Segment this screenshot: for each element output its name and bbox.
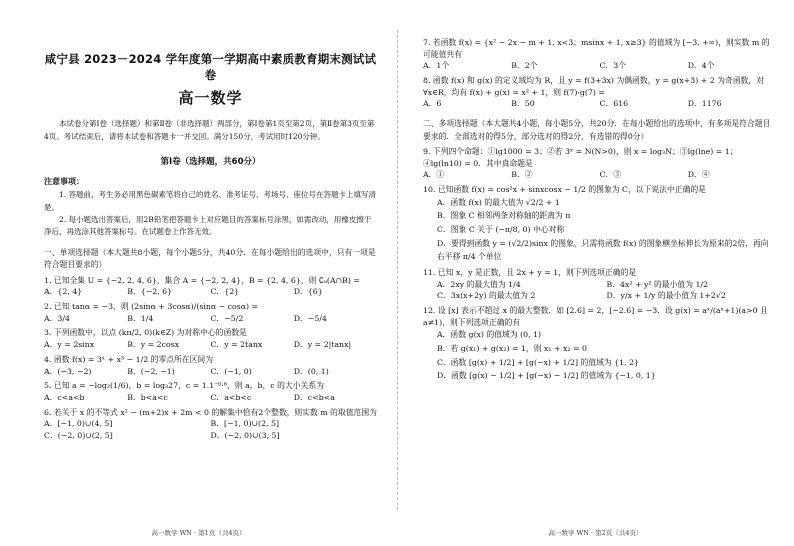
section2-heading: 二、多项选择题（本大题共4小题，每小题5分，共20分．在每小题给出的选项中，有多项是符合题目要求的．全部选对的得5分，部分选对的得2分，有选错的得0分） bbox=[423, 119, 771, 141]
option-c: C．图象 C 关于 (−π/8, 0) 中心对称 bbox=[437, 225, 565, 235]
option-b: B．{−2, 6} bbox=[127, 287, 173, 297]
option-a: A．函数 g(x) 的值域为 (0, 1) bbox=[437, 330, 542, 340]
section1-heading: 一、单项选择题（本大题共8小题，每个小题5分，共40分．在每小题给出的选项中，只有一项是符合题目要求的） bbox=[44, 247, 376, 270]
page-footer: 高一数学 WN · 第2页（共4页） bbox=[548, 529, 643, 538]
options-row bbox=[423, 169, 776, 181]
question-9 bbox=[423, 146, 776, 181]
options-grid bbox=[423, 279, 776, 302]
option-d: D．y/x + 1/y 的最小值为 1+2√2 bbox=[606, 291, 726, 301]
question-11 bbox=[423, 267, 776, 302]
question-stem: 2. 已知 tanα = −3，则 (2sinα + 3cosα)/(sinα − cosα) = bbox=[44, 302, 259, 312]
options-row bbox=[423, 98, 776, 110]
question-stem: 11. 已知 x，y 是正数，且 2x + y = 1，则下列选项正确的是 bbox=[423, 268, 637, 278]
question-8 bbox=[423, 75, 776, 110]
attention-title: 注意事项： bbox=[44, 176, 84, 186]
option-c: C．{2} bbox=[210, 287, 240, 297]
option-b: B．y = 2cosx bbox=[127, 340, 180, 350]
option-c: C．3个 bbox=[599, 61, 627, 71]
question-10 bbox=[423, 184, 776, 264]
option-b: B．② bbox=[511, 170, 533, 180]
question-stem: 10. 已知函数 f(x) = cos²x + sinxcosx − 1/2 的图象为 C，以下说法中正确的是 bbox=[423, 185, 706, 195]
question-stem: 3. 下列函数中，以点 (kπ/2, 0)(k∈Z) 为对称中心的函数是 bbox=[44, 328, 247, 338]
option-c: C．3x(x+2y) 的最大值为 2 bbox=[437, 291, 536, 301]
option-c: C．(−1, 0) bbox=[210, 366, 252, 376]
option-c: C．a<b<c bbox=[210, 392, 252, 402]
options-row bbox=[44, 286, 377, 298]
question-3 bbox=[44, 327, 377, 350]
attention-item: 2. 每小题选出答案后，用2B铅笔把答题卡上对应题目的答案标号涂黑，如需改动，用橡皮擦干净后，再选涂其他答案标号。在试题卷上作答无效。 bbox=[44, 215, 372, 237]
options-row bbox=[44, 313, 377, 325]
option-d: D．(0, 1) bbox=[293, 366, 329, 376]
question-stem: 6. 若关于 x 的不等式 x² − (m+2)x + 2m < 0 的解集中恰有2个整数，则实数 m 的取值范围为 bbox=[44, 407, 377, 417]
options-row bbox=[44, 366, 377, 378]
option-a: A．6 bbox=[423, 99, 442, 109]
option-a: A．函数 f(x) 的最大值为 √2/2 + 1 bbox=[437, 197, 560, 207]
part1-title: 第Ⅰ卷（选择题，共60分） bbox=[160, 157, 261, 168]
option-c: C．616 bbox=[599, 99, 629, 109]
question-5 bbox=[44, 380, 377, 403]
option-d: D．1176 bbox=[687, 99, 722, 109]
options-row bbox=[44, 339, 377, 351]
option-d: D．y = 2|tanx| bbox=[293, 340, 352, 350]
question-stem: 9. 下列四个命题：①lg1000 = 3；②若 3ˣ = N(N>0)，则 x = log₃N；③lg(lne) = 1；④lg(ln10) = 0．其中真命题是 bbox=[423, 147, 738, 168]
option-a: A．{2, 4} bbox=[44, 287, 83, 297]
option-b: B．若 g(x₁) + g(x₂) = 1，则 x₁ + x₂ = 0 bbox=[437, 344, 587, 354]
exam-subject: 高一数学 bbox=[178, 89, 243, 108]
question-7 bbox=[423, 37, 776, 72]
option-c: C．③ bbox=[599, 170, 622, 180]
option-a: A．3/4 bbox=[44, 313, 70, 323]
option-d: D．(−2, 0)∪(3, 5] bbox=[210, 430, 280, 440]
question-stem: 7. 若函数 f(x) = {x² − 2x − m + 1, x<3；msinx + 1, x≥3} 的值域为 [−3, +∞)，则实数 m 的可能值共有 bbox=[423, 38, 770, 59]
question-12 bbox=[423, 305, 776, 383]
option-a: A．1个 bbox=[423, 61, 450, 71]
question-stem: 1. 已知全集 U = {−2, 2, 4, 6}，集合 A = {−2, 2, 4}，B = {2, 4, 6}，则 ∁ᵤ(A∩B) = bbox=[44, 275, 360, 285]
page-footer: 高一数学 WN · 第1页（共4页） bbox=[151, 529, 246, 538]
option-a: A．① bbox=[423, 170, 445, 180]
option-d: D．函数 [g(x) − 1/2] + [g(−x) − 1/2] 的值域为 {−1, 0, 1} bbox=[437, 371, 656, 381]
question-2 bbox=[44, 301, 377, 324]
option-a: A．y = 2sinx bbox=[44, 340, 95, 350]
option-c: C．−5/2 bbox=[210, 313, 244, 323]
option-d: D．④ bbox=[687, 170, 710, 180]
question-stem: 8. 函数 f(x) 和 g(x) 的定义域均为 R，且 y = f(3+3x) 为偶函数，y = g(x+3) + 2 为奇函数，对 ∀x∈R，均有 f(x) + g(x) = x² + 1，则 f(7)·g(7) = bbox=[423, 76, 765, 97]
option-b: B．(−2, −1) bbox=[127, 366, 175, 376]
exam-notice: 本试卷分第Ⅰ卷（选择题）和第Ⅱ卷（非选择题）两部分，第Ⅰ卷第1页至第2页，第Ⅱ卷第3页至第4页。考试结束后，请将本试卷和答题卡一并交回。满分150分，考试用时120分钟。 bbox=[44, 119, 375, 141]
options-row bbox=[44, 392, 377, 404]
option-b: B．2个 bbox=[511, 61, 538, 71]
option-a: A．2xy 的最大值为 1/4 bbox=[437, 279, 521, 289]
attention-item: 1. 答题前，考生务必用黑色碳素笔将自己的姓名、准考证号、考场号、座位号在答题卡上填写清楚。 bbox=[44, 190, 377, 212]
options-row bbox=[423, 60, 776, 72]
option-d: D．4个 bbox=[687, 61, 715, 71]
option-c: C．y = 2tanx bbox=[210, 340, 263, 350]
option-d: D．{6} bbox=[293, 287, 323, 297]
exam-title: 咸宁县 2023－2024 学年度第一学期高中素质教育期末测试试卷 bbox=[44, 52, 377, 82]
option-a: A．c<a<b bbox=[44, 392, 85, 402]
question-stem: 5. 已知 a = −log₂(1/6)，b = log₃27，c = 1.1⁻⁰·⁶，则 a，b，c 的大小关系为 bbox=[44, 381, 324, 391]
option-c: C．(−2, 0)∪(2, 5] bbox=[44, 430, 113, 440]
option-b: B．1/4 bbox=[127, 313, 154, 323]
question-1 bbox=[44, 275, 377, 298]
option-d: D．c<b<a bbox=[293, 392, 335, 402]
question-stem: 12. 设 [x] 表示不超过 x 的最大整数．如 [2.6] = 2，[−2.6] = −3．设 g(x) = aˣ/(aˣ+1)(a>0 且 a≠1)，则下列选项正确的有 bbox=[423, 306, 768, 327]
option-b: B．4x² + y² 的最小值为 1/2 bbox=[606, 279, 709, 289]
option-d: D．−5/4 bbox=[293, 313, 327, 323]
option-d: D．要得到函数 y = (√2/2)sinx 的图象，只需将函数 f(x) 的图象横坐标伸长为原来的2倍，再向右平移 π/4 个单位 bbox=[437, 238, 769, 262]
page-2 bbox=[397, 0, 794, 546]
option-c: C．函数 [g(x) + 1/2] + [g(−x) + 1/2] 的值域为 {1, 2} bbox=[437, 357, 639, 367]
option-a: A．(−3, −2) bbox=[44, 366, 92, 376]
option-b: B．图象 C 相邻两条对称轴的距离为 π bbox=[437, 211, 571, 221]
option-b: B．50 bbox=[511, 99, 535, 109]
options-grid bbox=[44, 418, 377, 441]
option-b: B．[−1, 0)∪(2, 5] bbox=[210, 419, 280, 429]
question-stem: 4. 函数 f(x) = 3ˣ + x³ − 1/2 的零点所在区间为 bbox=[44, 354, 214, 364]
option-a: A．[−1, 0)∪(4, 5] bbox=[44, 419, 113, 429]
option-b: B．b<a<c bbox=[127, 392, 168, 402]
question-6 bbox=[44, 407, 377, 442]
question-4 bbox=[44, 354, 377, 377]
